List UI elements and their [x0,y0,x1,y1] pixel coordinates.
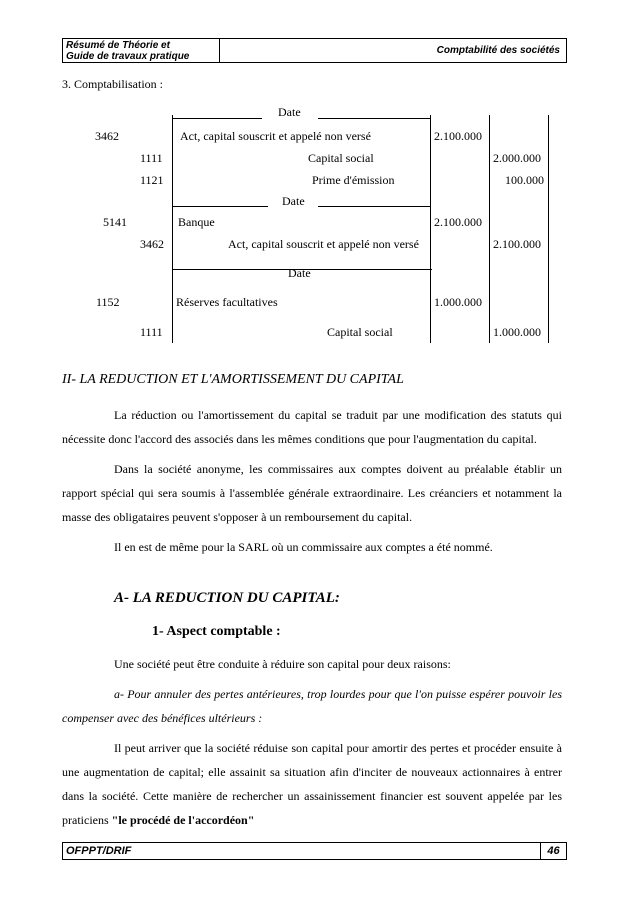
credit-amount: 100.000 [505,173,544,187]
page-number: 46 [540,843,566,859]
date-line-left-1 [172,118,262,119]
subsection-1-title: 1- Aspect comptable : [152,624,281,639]
debit-amount: 2.100.000 [434,215,482,229]
debit-amount: 1.000.000 [434,295,482,309]
credit-amount: 2.100.000 [493,237,541,251]
journal-vline-2 [430,115,431,343]
page-header [62,38,567,63]
header-title-line1: Résumé de Théorie et [66,40,170,51]
credit-account: 1111 [140,151,163,165]
date-line-right-2 [318,206,430,207]
credit-label: Prime d'émission [312,173,395,187]
page-footer [62,842,567,860]
header-left-box [63,39,220,62]
debit-label: Réserves facultatives [176,295,278,309]
debit-account: 1152 [96,295,120,309]
credit-label: Capital social [327,325,393,339]
paragraph-block-1 [62,403,562,559]
paragraph: Dans la société anonyme, les commissaires aux comptes doivent au préalable établir un rapport spécial qui sera soumis à l'assemblée générale extraordinaire. Les créanciers et notamment la masse des obligataires peuvent s'opposer à un remboursement du capital. [62,462,562,524]
credit-account: 1111 [140,325,163,339]
journal-vline-4 [548,115,549,343]
paragraph-block-2 [62,652,562,832]
subsection-a-title: A- LA REDUCTION DU CAPITAL: [114,590,340,606]
paragraph: Il en est de même pour la SARL où un commissaire aux comptes a été nommé. [114,540,493,554]
credit-label: Capital social [308,151,374,165]
debit-label: Banque [178,215,215,229]
date-line-left-2 [172,206,268,207]
entry-date: Date [282,194,305,208]
journal-vline-1 [172,115,173,343]
debit-account: 5141 [103,215,127,229]
entry-date: Date [278,105,301,119]
footer-org: OFPPT/DRIF [66,845,132,857]
credit-amount: 2.000.000 [493,151,541,165]
credit-account: 1121 [140,173,164,187]
paragraph: La réduction ou l'amortissement du capital se traduit par une modification des statuts qui nécessite donc l'accord des associés dans les mêmes conditions que pour l'augmentation du capital. [62,408,562,446]
debit-amount: 2.100.000 [434,129,482,143]
paragraph: Une société peut être conduite à réduire son capital pour deux raisons: [114,657,451,671]
header-subject: Comptabilité des sociétés [436,45,560,56]
journal-vline-3 [489,115,490,343]
paragraph-italic: a- Pour annuler des pertes antérieures, trop lourdes pour que l'on puisse espérer pouvoir les compenser avec des bénéfices ultérieurs : [62,687,562,725]
accordion-term: "le procédé de l'accordéon" [111,813,255,827]
credit-account: 3462 [140,237,164,251]
credit-amount: 1.000.000 [493,325,541,339]
section-2-title: II- LA REDUCTION ET L'AMORTISSEMENT DU CAPITAL [62,372,404,387]
debit-account: 3462 [95,129,119,143]
paragraph-text: Il peut arriver que la société réduise son capital pour amortir des pertes et procéder ensuite à une augmentation de capital; elle assainit sa situation afin d'inciter de nouveaux actionnaires à entrer dans la société. Cette manière de rechercher un assainissement financier est souvent appelée par les praticiens [62,741,562,827]
entry-date: Date [288,266,311,280]
debit-label: Act, capital souscrit et appelé non versé [180,129,371,143]
date-line-right-1 [318,118,430,119]
header-title-line2: Guide de travaux pratique [66,51,190,62]
credit-label: Act, capital souscrit et appelé non versé [228,237,419,251]
section-label: 3. Comptabilisation : [62,77,163,91]
paragraph [62,736,562,832]
